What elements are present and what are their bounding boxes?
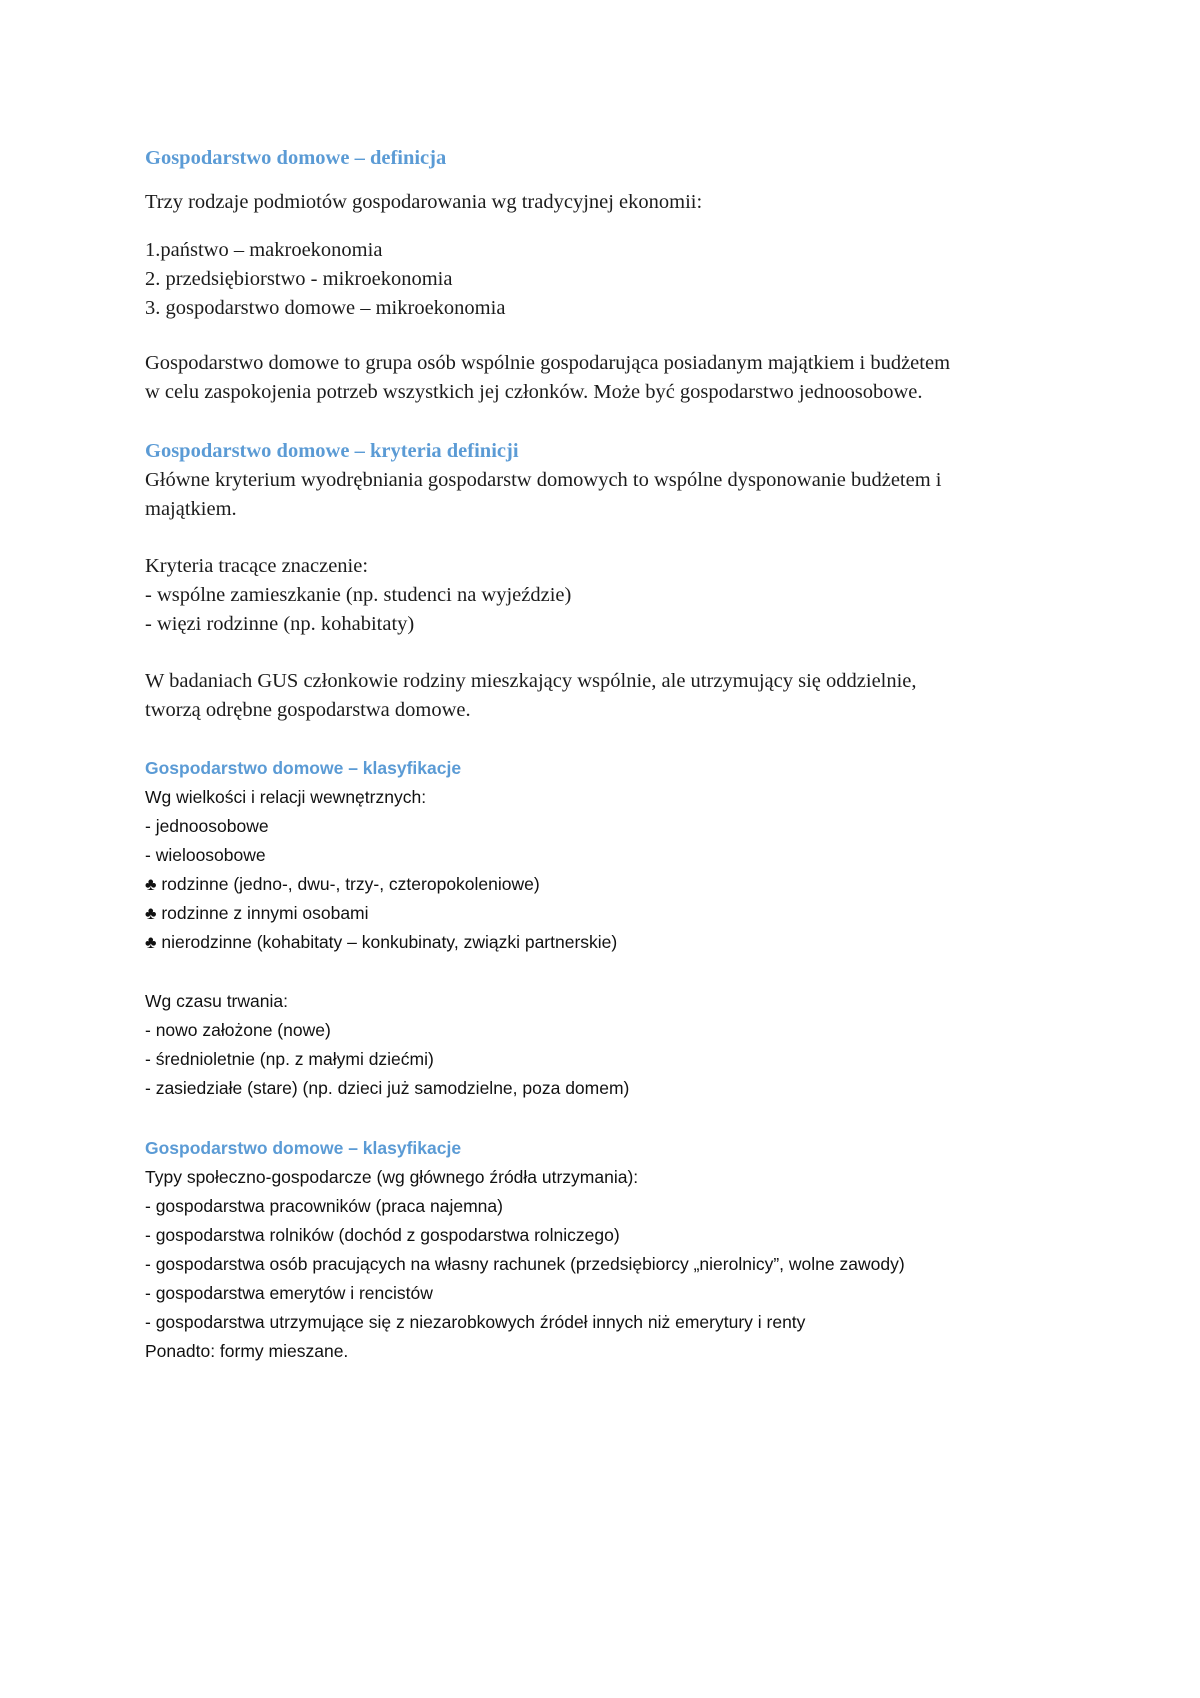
list-item: - gospodarstwa osób pracujących na własny rachunek (przedsiębiorcy „nierolnicy”, wolne zawody) bbox=[145, 1254, 905, 1274]
section-heading-classification-types: Gospodarstwo domowe – klasyfikacje bbox=[145, 1138, 462, 1158]
list-item: - jednoosobowe bbox=[145, 816, 269, 836]
list-item: - średnioletnie (np. z małymi dziećmi) bbox=[145, 1049, 434, 1069]
paragraph-definition-line: Gospodarstwo domowe to grupa osób wspólnie gospodarująca posiadanym majątkiem i budżetem bbox=[145, 352, 951, 374]
list-item: - zasiedziałe (stare) (np. dzieci już samodzielne, poza domem) bbox=[145, 1078, 630, 1098]
list-item: - wieloosobowe bbox=[145, 845, 266, 865]
paragraph-definition-line: w celu zaspokojenia potrzeb wszystkich jej członków. Może być gospodarstwo jednoosobowe. bbox=[145, 381, 923, 403]
paragraph-intro: Trzy rodzaje podmiotów gospodarowania wg tradycyjnej ekonomii: bbox=[145, 191, 703, 213]
list-item: - gospodarstwa pracowników (praca najemna) bbox=[145, 1196, 503, 1216]
list-item: - gospodarstwa utrzymujące się z niezarobkowych źródeł innych niż emerytury i renty bbox=[145, 1312, 806, 1332]
list-item: ♣ rodzinne z innymi osobami bbox=[145, 903, 369, 923]
fading-criteria-title: Kryteria tracące znaczenie: bbox=[145, 555, 369, 577]
list-item: - gospodarstwa rolników (dochód z gospodarstwa rolniczego) bbox=[145, 1225, 620, 1245]
list-item: - wspólne zamieszkanie (np. studenci na wyjeździe) bbox=[145, 584, 572, 606]
list-item: - gospodarstwa emerytów i rencistów bbox=[145, 1283, 433, 1303]
section-heading-classification: Gospodarstwo domowe – klasyfikacje bbox=[145, 758, 462, 778]
paragraph-gus-line: W badaniach GUS członkowie rodziny mieszkający wspólnie, ale utrzymujący się oddzielnie, bbox=[145, 670, 917, 692]
list-item: 2. przedsiębiorstwo - mikroekonomia bbox=[145, 268, 453, 290]
paragraph-main-criterion-line: Główne kryterium wyodrębniania gospodarstw domowych to wspólne dysponowanie budżetem i bbox=[145, 469, 942, 491]
time-classification-title: Wg czasu trwania: bbox=[145, 991, 288, 1011]
section-heading-definition: Gospodarstwo domowe – definicja bbox=[145, 147, 447, 169]
list-item: ♣ rodzinne (jedno-, dwu-, trzy-, czteropokoleniowe) bbox=[145, 874, 540, 894]
list-item: - więzi rodzinne (np. kohabitaty) bbox=[145, 613, 415, 635]
paragraph-gus-line: tworzą odrębne gospodarstwa domowe. bbox=[145, 699, 471, 721]
size-classification-title: Wg wielkości i relacji wewnętrznych: bbox=[145, 787, 427, 807]
list-item: ♣ nierodzinne (kohabitaty – konkubinaty, związki partnerskie) bbox=[145, 932, 618, 952]
closing-note: Ponadto: formy mieszane. bbox=[145, 1341, 349, 1361]
list-item: - nowo założone (nowe) bbox=[145, 1020, 331, 1040]
list-item: 3. gospodarstwo domowe – mikroekonomia bbox=[145, 297, 506, 319]
paragraph-main-criterion-line: majątkiem. bbox=[145, 498, 237, 520]
section-heading-criteria: Gospodarstwo domowe – kryteria definicji bbox=[145, 440, 519, 462]
types-classification-title: Typy społeczno-gospodarcze (wg głównego źródła utrzymania): bbox=[145, 1167, 639, 1187]
list-item: 1.państwo – makroekonomia bbox=[145, 239, 383, 261]
